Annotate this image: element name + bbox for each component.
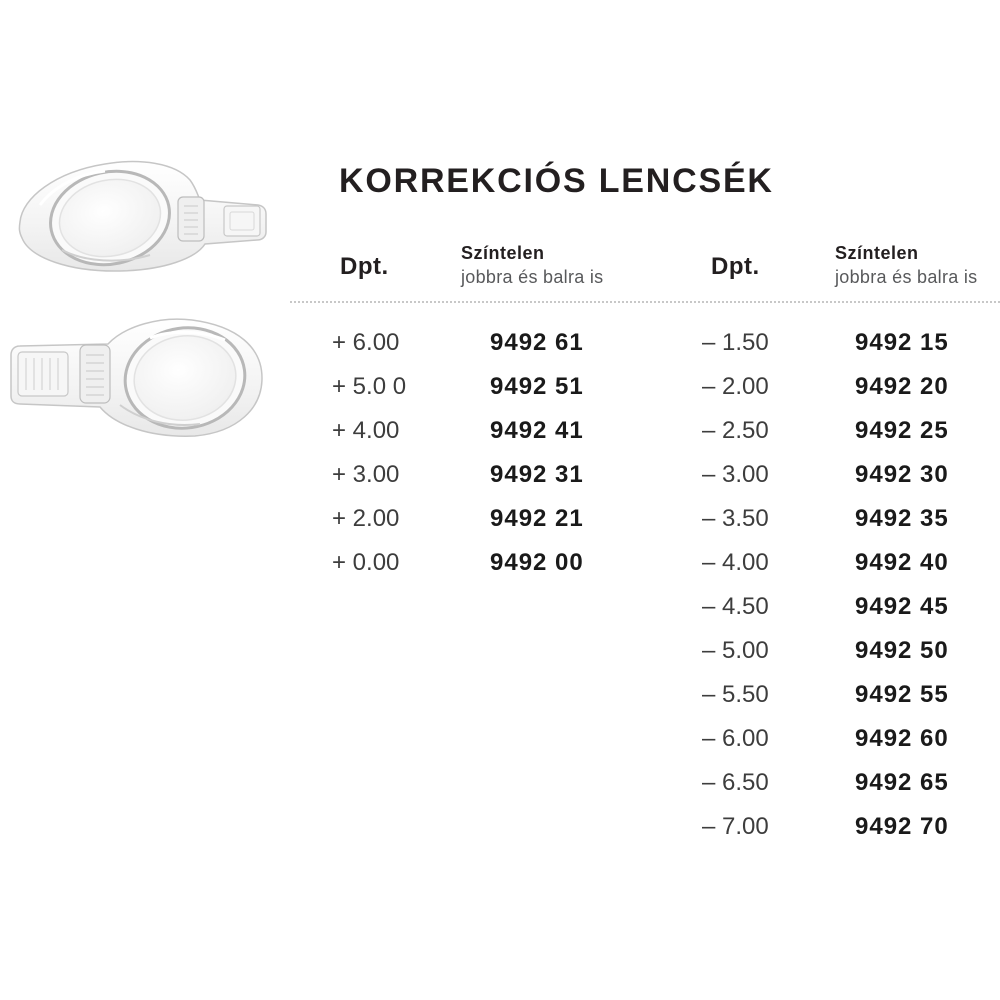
article-number: 9492 65	[855, 769, 949, 796]
table-row	[332, 497, 612, 541]
diopter-value: – 6.50	[702, 769, 769, 796]
article-number: 9492 61	[490, 329, 584, 356]
diopter-value: + 2.00	[332, 505, 400, 532]
article-number: 9492 20	[855, 373, 949, 400]
article-number: 9492 55	[855, 681, 949, 708]
table-row	[702, 453, 992, 497]
table-row	[702, 365, 992, 409]
diopter-value: – 2.50	[702, 417, 769, 444]
table-row	[332, 541, 612, 585]
table-row	[702, 761, 992, 805]
article-number: 9492 15	[855, 329, 949, 356]
diopter-value: + 6.00	[332, 329, 400, 356]
diopter-value: + 4.00	[332, 417, 400, 444]
column-header-color: Színtelen	[461, 243, 545, 263]
lens-photo-bottom	[11, 319, 262, 436]
table-row	[702, 717, 992, 761]
diopter-value: – 3.00	[702, 461, 769, 488]
diopter-value: – 2.00	[702, 373, 769, 400]
article-number: 9492 31	[490, 461, 584, 488]
table-rows	[702, 321, 992, 849]
diopter-value: – 3.50	[702, 505, 769, 532]
column-header-note: jobbra és balra is	[835, 267, 978, 287]
diopter-value: – 7.00	[702, 813, 769, 840]
diopter-value: – 6.00	[702, 725, 769, 752]
article-number: 9492 21	[490, 505, 584, 532]
table-row	[332, 409, 612, 453]
diopter-value: – 4.00	[702, 549, 769, 576]
article-number: 9492 50	[855, 637, 949, 664]
diopter-value: – 5.00	[702, 637, 769, 664]
diopter-value: + 3.00	[332, 461, 400, 488]
article-number: 9492 45	[855, 593, 949, 620]
table-rows	[332, 321, 612, 585]
lens-photos	[0, 140, 280, 450]
column-header-dpt: Dpt.	[340, 253, 389, 280]
table-row	[332, 365, 612, 409]
article-number: 9492 30	[855, 461, 949, 488]
table-row	[702, 585, 992, 629]
column-header-note: jobbra és balra is	[461, 267, 604, 287]
article-number: 9492 60	[855, 725, 949, 752]
lens-photo-top	[19, 161, 266, 276]
article-number: 9492 70	[855, 813, 949, 840]
table-row	[702, 409, 992, 453]
diopter-value: – 4.50	[702, 593, 769, 620]
diopter-value: + 5.0 0	[332, 373, 407, 400]
diopter-value: – 1.50	[702, 329, 769, 356]
table-row	[332, 453, 612, 497]
page-title: KORREKCIÓS LENCSÉK	[339, 162, 774, 200]
article-number: 9492 40	[855, 549, 949, 576]
article-number: 9492 00	[490, 549, 584, 576]
column-header-color: Színtelen	[835, 243, 919, 263]
lens-table-minus	[702, 0, 992, 860]
table-row	[702, 629, 992, 673]
lens-table-plus	[332, 0, 612, 860]
article-number: 9492 51	[490, 373, 584, 400]
article-number: 9492 35	[855, 505, 949, 532]
article-number: 9492 41	[490, 417, 584, 444]
article-number: 9492 25	[855, 417, 949, 444]
table-row	[702, 321, 992, 365]
table-row	[702, 497, 992, 541]
column-header-dpt: Dpt.	[711, 253, 760, 280]
table-row	[702, 541, 992, 585]
table-row	[702, 673, 992, 717]
diopter-value: + 0.00	[332, 549, 400, 576]
diopter-value: – 5.50	[702, 681, 769, 708]
table-row	[702, 805, 992, 849]
table-row	[332, 321, 612, 365]
